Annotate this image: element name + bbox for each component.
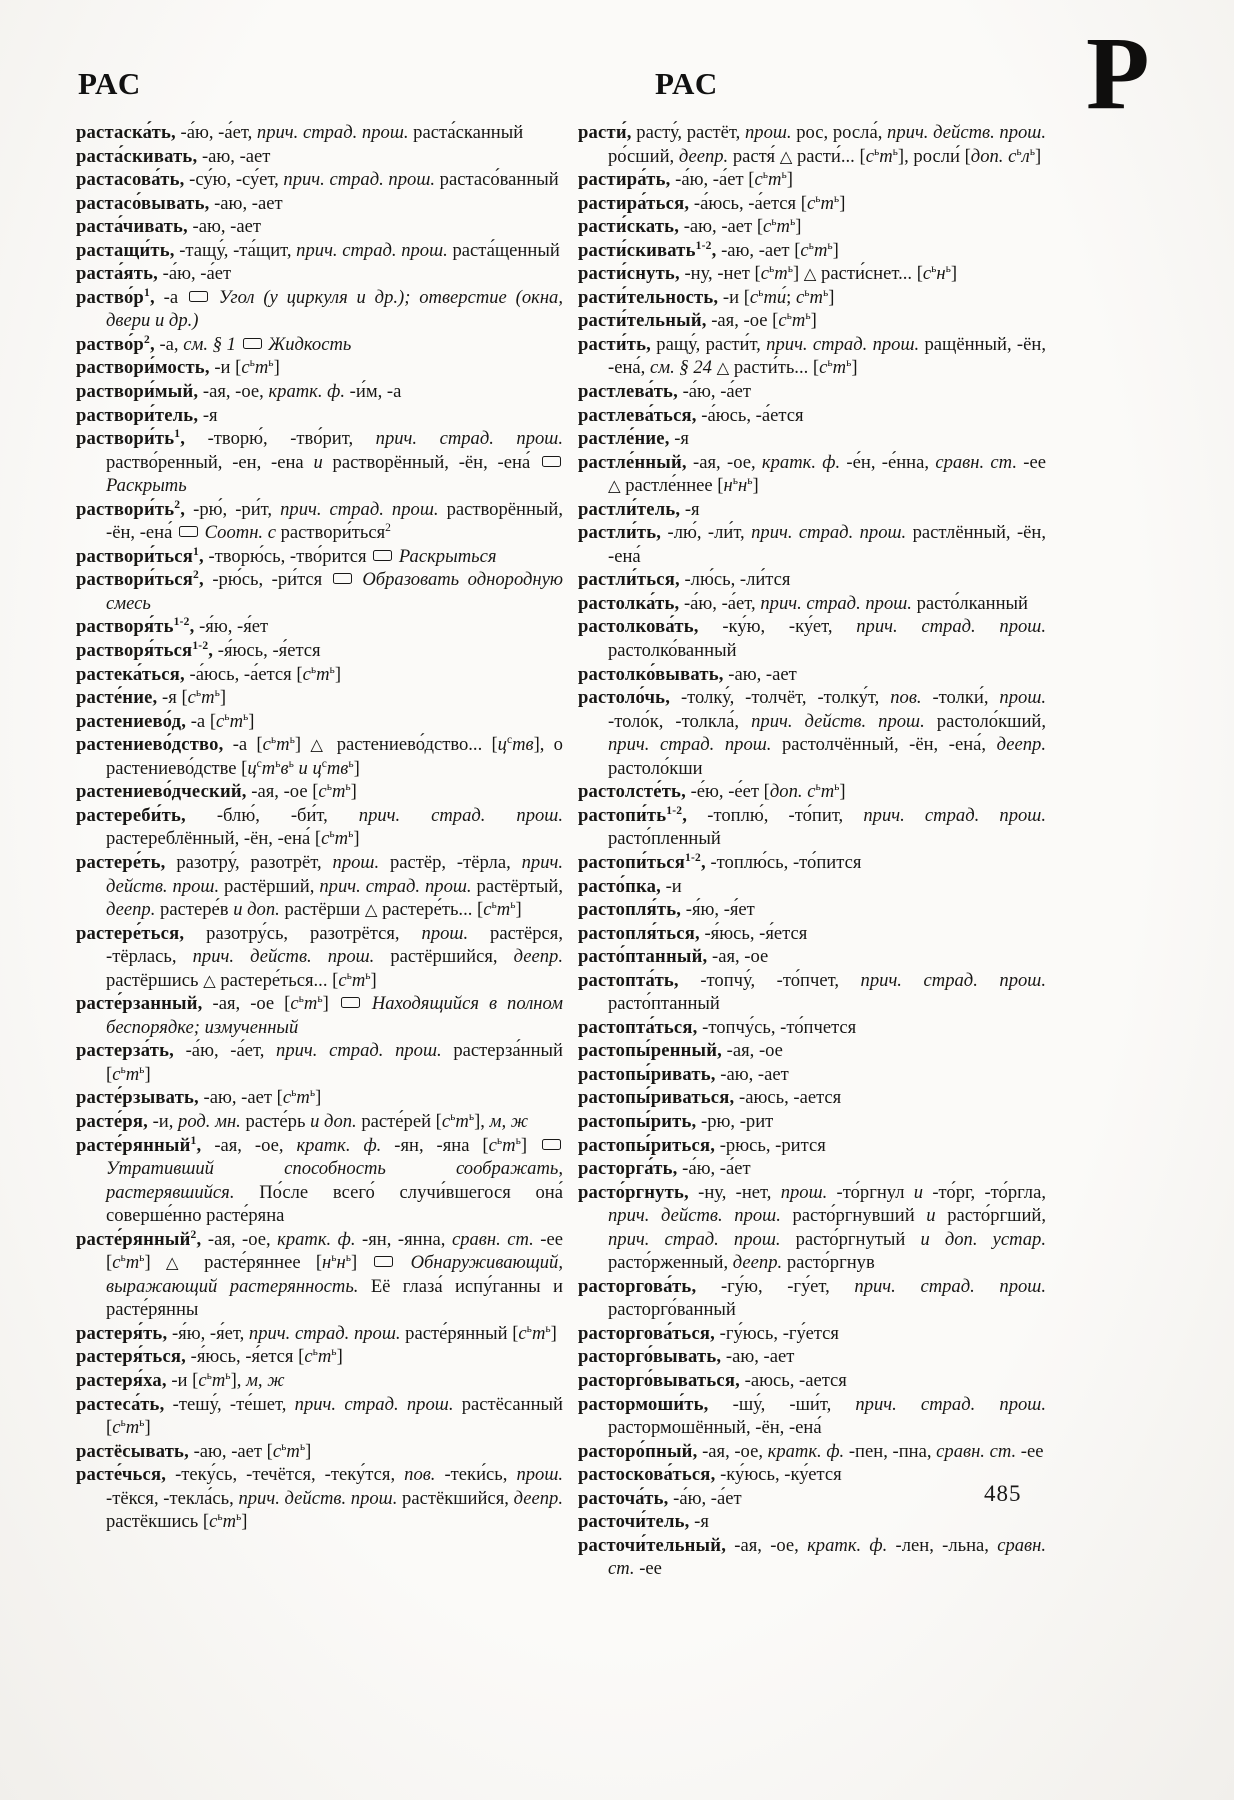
- dictionary-entry: растопы́ренный, -ая, -ое: [578, 1040, 783, 1062]
- dictionary-entry: растолкова́ть, -ку́ю, -ку́ет, прич. страд. прош. растолко́ванный: [578, 616, 1046, 662]
- dictionary-entry: растли́ть, -лю́, -ли́т, прич. страд. прош. растлённый, -ён, -ена́: [578, 522, 1046, 567]
- triangle-marker-icon: △: [803, 264, 817, 284]
- dictionary-entry: растворя́ться$^{1-2}$, -я́юсь, -я́ется: [76, 639, 321, 662]
- dictionary-entry: раста́ять, -а́ю, -а́ет: [76, 263, 232, 285]
- dictionary-entry: растере́ться, разотру́сь, разотрётся, прош. растёрся, -тёрлась, прич. действ. прош. растёршийся, деепр. растёршись △ растере́ться... $[с^ьт^ь]$: [76, 922, 563, 991]
- dictionary-entry: растениево́д, -а $[с^ьт^ь]$: [76, 710, 255, 732]
- dictionary-entry: расте́ние, -я $[с^ьт^ь]$: [76, 686, 227, 709]
- dictionary-entry: расторго́вываться, -аюсь, -ается: [578, 1369, 847, 1391]
- definition-marker-icon: [374, 1256, 393, 1267]
- dictionary-entry: расте́рзывать, -аю, -ает $[с^ьт^ь]$: [76, 1087, 322, 1109]
- definition-marker-icon: [542, 1139, 561, 1150]
- running-head-right: РАС: [655, 66, 720, 101]
- dictionary-entry: расти́скать, -аю, -ает $[с^ьт^ь]$: [578, 216, 802, 238]
- dictionary-entry: раствори́мый, -ая, -ое, кратк. ф. -и́м, -а: [76, 381, 402, 403]
- dictionary-entry: раствори́ться$^1$, -творю́сь, -тво́рится Раскрыться: [76, 545, 497, 567]
- page-number: 485: [984, 1481, 1022, 1506]
- dictionary-entry: растле́ние, -я: [578, 428, 689, 450]
- dictionary-entry: расторго́вывать, -аю, -ает: [578, 1346, 795, 1368]
- dictionary-entry: растли́ться, -лю́сь, -ли́тся: [578, 569, 791, 591]
- dictionary-entry: расти́тельный, -ая, -ое $[с^ьт^ь]$: [578, 310, 817, 332]
- dictionary-entry: расторгова́ть, -гу́ю, -гу́ет, прич. страд. прош. расторго́ванный: [578, 1275, 1046, 1321]
- dictionary-entry: растеса́ть, -тешу́, -те́шет, прич. страд. прош. растёсанный $[с^ьт^ь]$: [76, 1393, 563, 1439]
- definition-marker-icon: [542, 456, 561, 467]
- dictionary-entry: растормоши́ть, -шу́, -ши́т, прич. страд. прош. растормошённый, -ён, -ена́: [578, 1393, 1046, 1439]
- dictionary-entry: $растопи́ть^{1-2}$, -топлю́, -то́пит, прич. страд. прош. расто́пленный: [578, 804, 1046, 850]
- dictionary-entry: $раство́р^2$, -а, см. § 1 Жидкость: [76, 333, 352, 355]
- dictionary-entry: раствори́ться$^2$, -рю́сь, -ри́тся Образовать однородную смесь: [76, 569, 563, 614]
- dictionary-entry: растеря́ха, -и $[с^ьт^ь]$, м, ж: [76, 1369, 285, 1391]
- dictionary-entry: расторо́пный, -ая, -ое, кратк. ф. -пен, -пна, сравн. ст. -ее: [578, 1440, 1044, 1462]
- dictionary-entry: расто́птанный, -ая, -ое: [578, 946, 769, 968]
- dictionary-entry: растасова́ть, -су́ю, -су́ет, прич. страд. прош. растасо́ванный: [76, 169, 559, 191]
- definition-marker-icon: [341, 997, 360, 1008]
- dictionary-entry: растопля́ться, -я́юсь, -я́ется: [578, 922, 808, 944]
- dictionary-entry: расти́скивать$^{1-2}$, -аю, -ает $[с^ьт^ь]$: [578, 239, 839, 261]
- dictionary-entry: растира́ть, -а́ю, -а́ет $[с^ьт^ь]$: [578, 168, 793, 191]
- dictionary-entry: расторга́ть, -а́ю, -а́ет: [578, 1158, 751, 1180]
- dictionary-entry: растира́ться, -а́юсь, -а́ется $[с^ьт^ь]$: [578, 192, 846, 214]
- dictionary-entry: растеря́ться, -я́юсь, -я́ется $[с^ьт^ь]$: [76, 1346, 343, 1368]
- triangle-marker-icon: △: [364, 900, 378, 920]
- dictionary-entry: растопта́ться, -топчу́сь, -то́пчется: [578, 1016, 857, 1038]
- dictionary-entry: растопи́ться$^{1-2}$, -топлю́сь, -то́пится: [578, 851, 862, 873]
- running-head-left: РАС: [78, 66, 143, 101]
- dictionary-entry: расти́ть, ращу́, расти́т, прич. страд. прош. ращённый, -ён, -ена́, см. § 24 △ расти́ть... $[с^ьт^ь]$: [578, 333, 1046, 379]
- dictionary-entry: растопля́ть, -я́ю, -я́ет: [578, 899, 755, 921]
- dictionary-entry: растле́нный, -ая, -ое, кратк. ф. -е́н, -е́нна, сравн. ст. -ее △ растле́ннее $[н^ьн^ь]$: [578, 451, 1046, 497]
- dictionary-entry: растоло́чь, -толку́, -толчёт, -толку́т, пов. -толки́, прош. -толо́к, -толкла́, прич. действ. прош. растоло́кший, прич. страд. прош. растолчённый, -ён, -ена́, деепр. растоло́кши: [578, 687, 1047, 779]
- dictionary-entry: расторгова́ться, -гу́юсь, -гу́ется: [578, 1322, 839, 1344]
- triangle-marker-icon: △: [608, 476, 621, 496]
- dictionary-entry: растащи́ть, -тащу́, -та́щит, прич. страд. прош. раста́щенный: [76, 239, 560, 261]
- dictionary-entry: $раствори́ть^2$, -рю́, -ри́т, прич. страд. прош. растворённый, -ён, -ена́ Соотн. с раствори́ться$^2$: [76, 498, 563, 544]
- dictionary-entry: $раствори́ть^1$, -творю́, -тво́рит, прич. страд. прош. раство́ренный, -ен, -ена и растворённый, -ён, -ена́ Раскрыть: [76, 427, 563, 497]
- dictionary-entry: расте́рянный$^2$, -ая, -ое, кратк. ф. -ян, -янна, сравн. ст. -ее $[с^ьт^ь]$ △ расте́ряннее $[н^ьн^ь]$ Обнаруживающий, выражающий растерянность. Её глаза́ испу́ганны и расте́рянны: [76, 1228, 563, 1321]
- dictionary-entry: растлева́ться, -а́юсь, -а́ется: [578, 404, 804, 426]
- dictionary-entry: расте́рзанный, -ая, -ое $[с^ьт^ь]$ Находящийся в полном беспорядке; измученный: [76, 993, 563, 1038]
- triangle-marker-icon: △: [165, 1253, 189, 1273]
- dictionary-entry: расточи́тель, -я: [578, 1511, 709, 1533]
- dictionary-entry: растека́ться, -а́юсь, -а́ется $[с^ьт^ь]$: [76, 663, 342, 685]
- dictionary-entry: расте́ря, -и, род. мн. расте́рь и доп. расте́рей $[с^ьт^ь]$, м, ж: [76, 1110, 529, 1132]
- dictionary-entry: растопы́риваться, -аюсь, -ается: [578, 1087, 842, 1109]
- dictionary-entry: раствори́мость, -и $[с^ьт^ь]$: [76, 357, 280, 379]
- triangle-marker-icon: △: [779, 146, 793, 166]
- dictionary-entry: расто́ргнуть, -ну, -нет, прош. -то́ргнул и -то́рг, -то́ргла, прич. действ. прош. расто́ргнувший и расто́ргший, прич. страд. прош. расто́ргнутый и доп. устар. расто́рженный, деепр. расто́ргнув: [578, 1181, 1047, 1274]
- triangle-marker-icon: △: [310, 735, 328, 755]
- dictionary-entry: растопы́ривать, -аю, -ает: [578, 1063, 789, 1085]
- dictionary-entry: растлева́ть, -а́ю, -а́ет: [578, 381, 752, 403]
- dictionary-entry: $растворя́ть^{1-2}$, -я́ю, -я́ет: [76, 616, 269, 638]
- dictionary-entry: раствори́тель, -я: [76, 404, 218, 426]
- dictionary-entry: расте́чься, -теку́сь, -течётся, -теку́тся, пов. -теки́сь, прош. -тёкся, -текла́сь, прич. действ. прош. растёкшийся, деепр. растёкшись $[с^ьт^ь]$: [76, 1464, 564, 1533]
- definition-marker-icon: [333, 573, 352, 584]
- triangle-marker-icon: △: [203, 970, 216, 990]
- dictionary-entry: $раство́р^1$, -а Угол (у циркуля и др.); отверстие (окна, двери и др.): [76, 286, 563, 332]
- dictionary-entry: растли́тель, -я: [578, 498, 700, 520]
- dictionary-entry: растасо́вывать, -аю, -ает: [76, 192, 283, 214]
- dictionary-entry: растолсте́ть, -е́ю, -е́ет [доп. $с^ьт^ь$]: [578, 781, 846, 803]
- dictionary-entry: растёсывать, -аю, -ает $[с^ьт^ь]$: [76, 1440, 312, 1462]
- triangle-marker-icon: △: [716, 358, 730, 378]
- dictionary-entry: расточи́тельный, -ая, -ое, кратк. ф. -лен, -льна, сравн. ст. -ее: [578, 1534, 1046, 1580]
- dictionary-entry: расточа́ть, -а́ю, -а́ет: [578, 1487, 742, 1509]
- definition-marker-icon: [179, 526, 198, 537]
- dictionary-entry: растолка́ть, -а́ю, -а́ет, прич. страд. прош. расто́лканный: [578, 592, 1028, 614]
- dictionary-entry: раста́скивать, -аю, -ает: [76, 145, 271, 167]
- dictionary-entry: растопта́ть, -топчу́, -то́пчет, прич. страд. прош. расто́птанный: [578, 969, 1046, 1015]
- dictionary-entry: растолко́вывать, -аю, -ает: [578, 663, 797, 685]
- definition-marker-icon: [373, 550, 392, 561]
- dictionary-entry: растопы́рить, -рю, -рит: [578, 1110, 774, 1132]
- column-right: [578, 121, 1046, 1581]
- dictionary-entry: расто́пка, -и: [578, 875, 682, 897]
- dictionary-entry: растениево́дческий, -ая, -ое $[с^ьт^ь]$: [76, 781, 357, 803]
- column-left: [76, 121, 563, 1534]
- dictionary-entry: растерза́ть, -а́ю, -а́ет, прич. страд. прош. растерза́нный $[с^ьт^ь]$: [76, 1040, 563, 1085]
- dictionary-entry: растениево́дство, -а $[с^ьт^ь]$ △ растениево́дство... $[ц^ств]$, о растениево́дстве [$ц^ст^ьв^ь$ и $ц^ств^ь$]: [76, 734, 563, 779]
- dictionary-entry: растаска́ть, -а́ю, -а́ет, прич. страд. прош. раста́сканный: [76, 122, 524, 143]
- definition-marker-icon: [189, 291, 208, 302]
- dictionary-entry: расти́, расту́, растёт, прош. рос, росла́, прич. действ. прош. ро́сший, деепр. растя́ △ расти́... $[с^ьт^ь]$, росли́ [доп. $с^ьл^ь$]: [578, 122, 1046, 167]
- dictionary-entry: растереби́ть, -блю́, -би́т, прич. страд. прош. растереблённый, -ён, -ена́ $[с^ьт^ь]$: [76, 804, 563, 850]
- dictionary-entry: растопы́риться, -рюсь, -рится: [578, 1134, 826, 1156]
- section-letter: Р: [1086, 16, 1150, 131]
- dictionary-entry: расте́рянный$^1$, -ая, -ое, кратк. ф. -ян, -яна $[с^ьт^ь]$ Утративший способность соображать, растерявшийся. По́сле всего́ случи́вшегося она́ соверше́нно расте́ряна: [76, 1134, 563, 1227]
- dictionary-entry: раста́чивать, -аю, -ает: [76, 216, 261, 238]
- dictionary-entry: растоскова́ться, -ку́юсь, -ку́ется: [578, 1464, 842, 1486]
- dictionary-entry: расти́тельность, -и [$с^ьти́$; $с^ьт^ь$]: [578, 286, 835, 308]
- dictionary-entry: расти́снуть, -ну, -нет $[с^ьт^ь]$ △ расти́снет... $[с^ьн^ь]$: [578, 263, 958, 285]
- dictionary-entry: растере́ть, разотру́, разотрёт, прош. растёр, -тёрла, прич. действ. прош. растёрший, прич. страд. прош. растёртый, деепр. растере́в и доп. растёрши △ растере́ть... $[с^ьт^ь]$: [76, 851, 564, 921]
- definition-marker-icon: [243, 338, 262, 349]
- dictionary-entry: растеря́ть, -я́ю, -я́ет, прич. страд. прош. расте́рянный $[с^ьт^ь]$: [76, 1322, 557, 1344]
